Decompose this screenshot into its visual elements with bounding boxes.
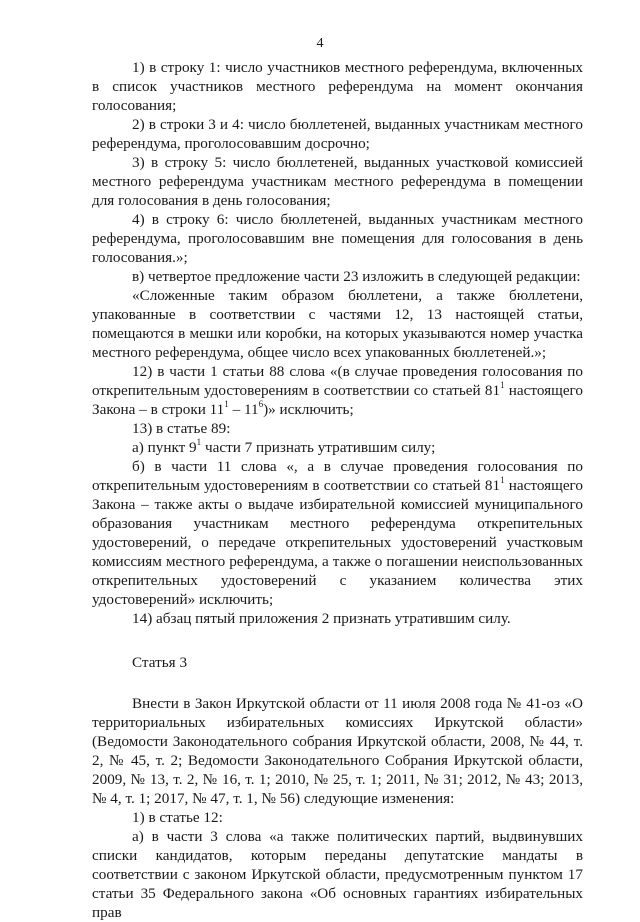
paragraph-line-5: 3) в строку 5: число бюллетеней, выданных участковой комиссией местного референдума участникам местного референдума в помещении для голосования в день голосования;	[92, 154, 583, 209]
document-body	[92, 58, 583, 922]
page-number: 4	[316, 36, 324, 51]
article-paragraph-item-1: 1) в статье 12:	[132, 809, 223, 826]
paragraph-line-1: 1) в строку 1: число участников местного референдума, включенных в список участников местного референдума на момент окончания голосования;	[92, 59, 583, 114]
article-paragraph-intro: Внести в Закон Иркутской области от 11 июля 2008 года № 41-оз «О территориальных избирательных комиссиях Иркутской области» (Ведомости Законодательного собрания Иркутской области, 2008, № 44, т. 2, № 45, т. 2; Ведомости Законодательного Собрания Иркутской области, 2009, № 13, т. 2, № 16, т. 1; 2010, № 25, т. 1; 2011, № 31; 2012, № 43; 2013, № 4, т. 1; 2017, № 47, т. 1, № 56) следующие изменения:	[92, 695, 583, 807]
paragraph-item-v: в) четвертое предложение части 23 изложить в следующей редакции:	[132, 268, 581, 285]
spacer	[92, 628, 583, 653]
spacer	[92, 672, 583, 694]
paragraph-item-13b: б) в части 11 слова «, а в случае проведения голосования по открепительным удостоверениям в соответствии со статьей $81^1$ настоящего Закона – также акты о выдаче избирательной комиссией муниципального образования участникам местного референдума открепительных удостоверений, о передаче открепительных удостоверений участковым комиссиям местного референдума, а также о погашении неиспользованных открепительных удостоверений с указанием количества этих удостоверений» исключить;	[92, 458, 584, 608]
article-paragraph-item-a: а) в части 3 слова «а также политических партий, выдвинувших списки кандидатов, которым переданы депутатские мандаты в соответствии с законом Иркутской области, предусмотренным пунктом 17 статьи 35 Федерального закона «Об основных гарантиях избирательных прав	[92, 828, 583, 921]
paragraph-quote: «Сложенные таким образом бюллетени, а также бюллетени, упакованные в соответствии с частями 12, 13 настоящей статьи, помещаются в мешки или коробки, на которых указываются номер участка местного референдума, общее число всех упакованных бюллетеней.»;	[92, 287, 583, 361]
paragraph-item-13a: а) пункт $9^1$ части 7 признать утратившим силу;	[132, 436, 436, 456]
article-heading: Статья 3	[132, 654, 188, 671]
paragraph-lines-3-4: 2) в строки 3 и 4: число бюллетеней, выданных участникам местного референдума, проголосовавшим досрочно;	[92, 116, 583, 152]
paragraph-item-14: 14) абзац пятый приложения 2 признать утратившим силу.	[132, 610, 511, 627]
paragraph-item-12: 12) в части 1 статьи 88 слова «(в случае проведения голосования по открепительным удостоверениям в соответствии со статьей $81^1$ настоящего Закона – в строки $11^1 - 11^6$)» исключить;	[92, 363, 584, 418]
paragraph-item-13: 13) в статье 89:	[132, 420, 231, 437]
paragraph-line-6: 4) в строку 6: число бюллетеней, выданных участникам местного референдума, проголосовавшим вне помещения для голосования в день голосования.»;	[92, 211, 583, 266]
